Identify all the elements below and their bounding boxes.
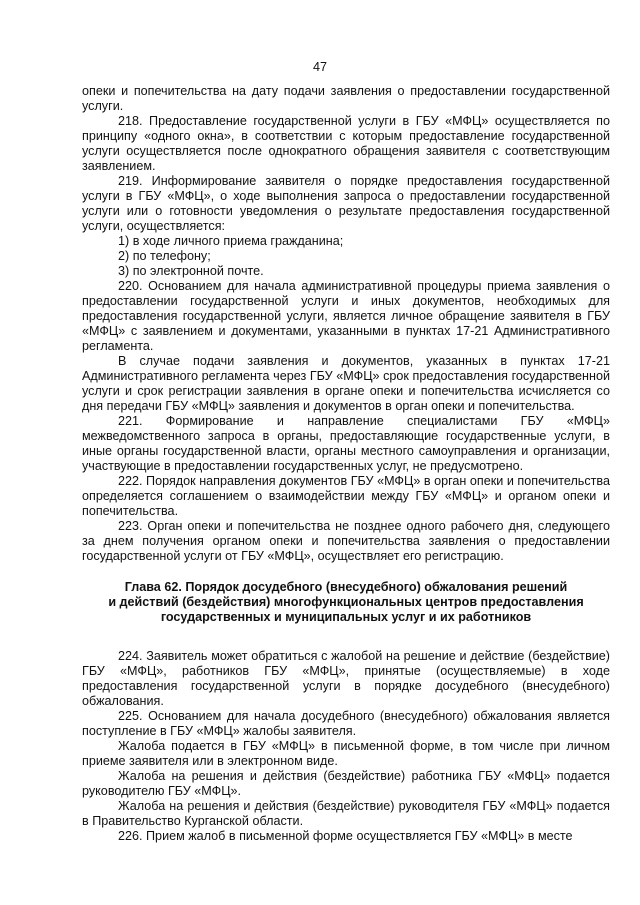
page-number: 47 [312,60,327,74]
paragraph: 220. Основанием для начала административной процедуры приема заявления о предоставлении государственной услуги и иных документов, необходимых для предоставления государственной услуги, является личное обращение заявителя в ГБУ «МФЦ» с заявлением и документами, указанными в пунктах 17-21 Административного регламента. [82,279,610,353]
paragraph: 224. Заявитель может обратиться с жалобой на решение и действие (бездействие) ГБУ «МФЦ», работников ГБУ «МФЦ», принятые (осуществляемые) в ходе предоставления государственной услуги в порядке досудебного (внесудебного) обжалования. [82,649,610,708]
paragraph: 223. Орган опеки и попечительства не позднее одного рабочего дня, следующего за днем получения органом опеки и попечительства заявления о предоставлении государственной услуги от ГБУ «МФЦ», осуществляет его регистрацию. [82,519,610,563]
chapter-heading [82,580,610,625]
list-item: 2) по телефону; [118,249,211,263]
list-item: 3) по электронной почте. [118,264,264,278]
paragraph: Жалоба на решения и действия (бездействие) руководителя ГБУ «МФЦ» подается в Правительство Курганской области. [82,799,610,828]
paragraph: 226. Прием жалоб в письменной форме осуществляется ГБУ «МФЦ» в месте [118,829,573,843]
paragraph: 225. Основанием для начала досудебного (внесудебного) обжалования является поступление в ГБУ «МФЦ» жалобы заявителя. [82,709,610,738]
paragraph: 222. Порядок направления документов ГБУ «МФЦ» в орган опеки и попечительства определяется соглашением о взаимодействии между ГБУ «МФЦ» и органом опеки и попечительства. [82,474,610,518]
document-body [82,84,610,844]
paragraph: 221. Формирование и направление специалистами ГБУ «МФЦ» межведомственного запроса в органы, предоставляющие государственные услуги, в иные органы государственной власти, органы местного самоуправления и организации, участвующие в предоставлении государственных услуг, не предусмотрено. [82,414,610,473]
chapter-heading-line: и действий (бездействия) многофункциональных центров предоставления [108,595,584,609]
chapter-heading-line: Глава 62. Порядок досудебного (внесудебного) обжалования решений [124,580,568,594]
paragraph: 219. Информирование заявителя о порядке предоставления государственной услуги в ГБУ «МФЦ», о ходе выполнения запроса о предоставлении государственной услуги или о готовности уведомления о результате предоставления государственной услуги, осуществляется: [82,174,610,233]
paragraph: опеки и попечительства на дату подачи заявления о предоставлении государственной услуги. [82,84,610,113]
list-item: 1) в ходе личного приема гражданина; [118,234,344,248]
paragraph: Жалоба на решения и действия (бездействие) работника ГБУ «МФЦ» подается руководителю ГБУ «МФЦ». [82,769,610,798]
chapter-heading-line: государственных и муниципальных услуг и их работников [160,610,532,624]
paragraph: В случае подачи заявления и документов, указанных в пунктах 17-21 Административного регламента через ГБУ «МФЦ» срок предоставления государственной услуги и срок регистрации заявления в органе опеки и попечительства исчисляется со дня передачи ГБУ «МФЦ» заявления и документов в орган опеки и попечительства. [82,354,610,413]
paragraph: 218. Предоставление государственной услуги в ГБУ «МФЦ» осуществляется по принципу «одного окна», в соответствии с которым предоставление государственной услуги осуществляется после однократного обращения заявителя с соответствующим заявлением. [82,114,610,173]
paragraph: Жалоба подается в ГБУ «МФЦ» в письменной форме, в том числе при личном приеме заявителя или в электронном виде. [82,739,610,768]
